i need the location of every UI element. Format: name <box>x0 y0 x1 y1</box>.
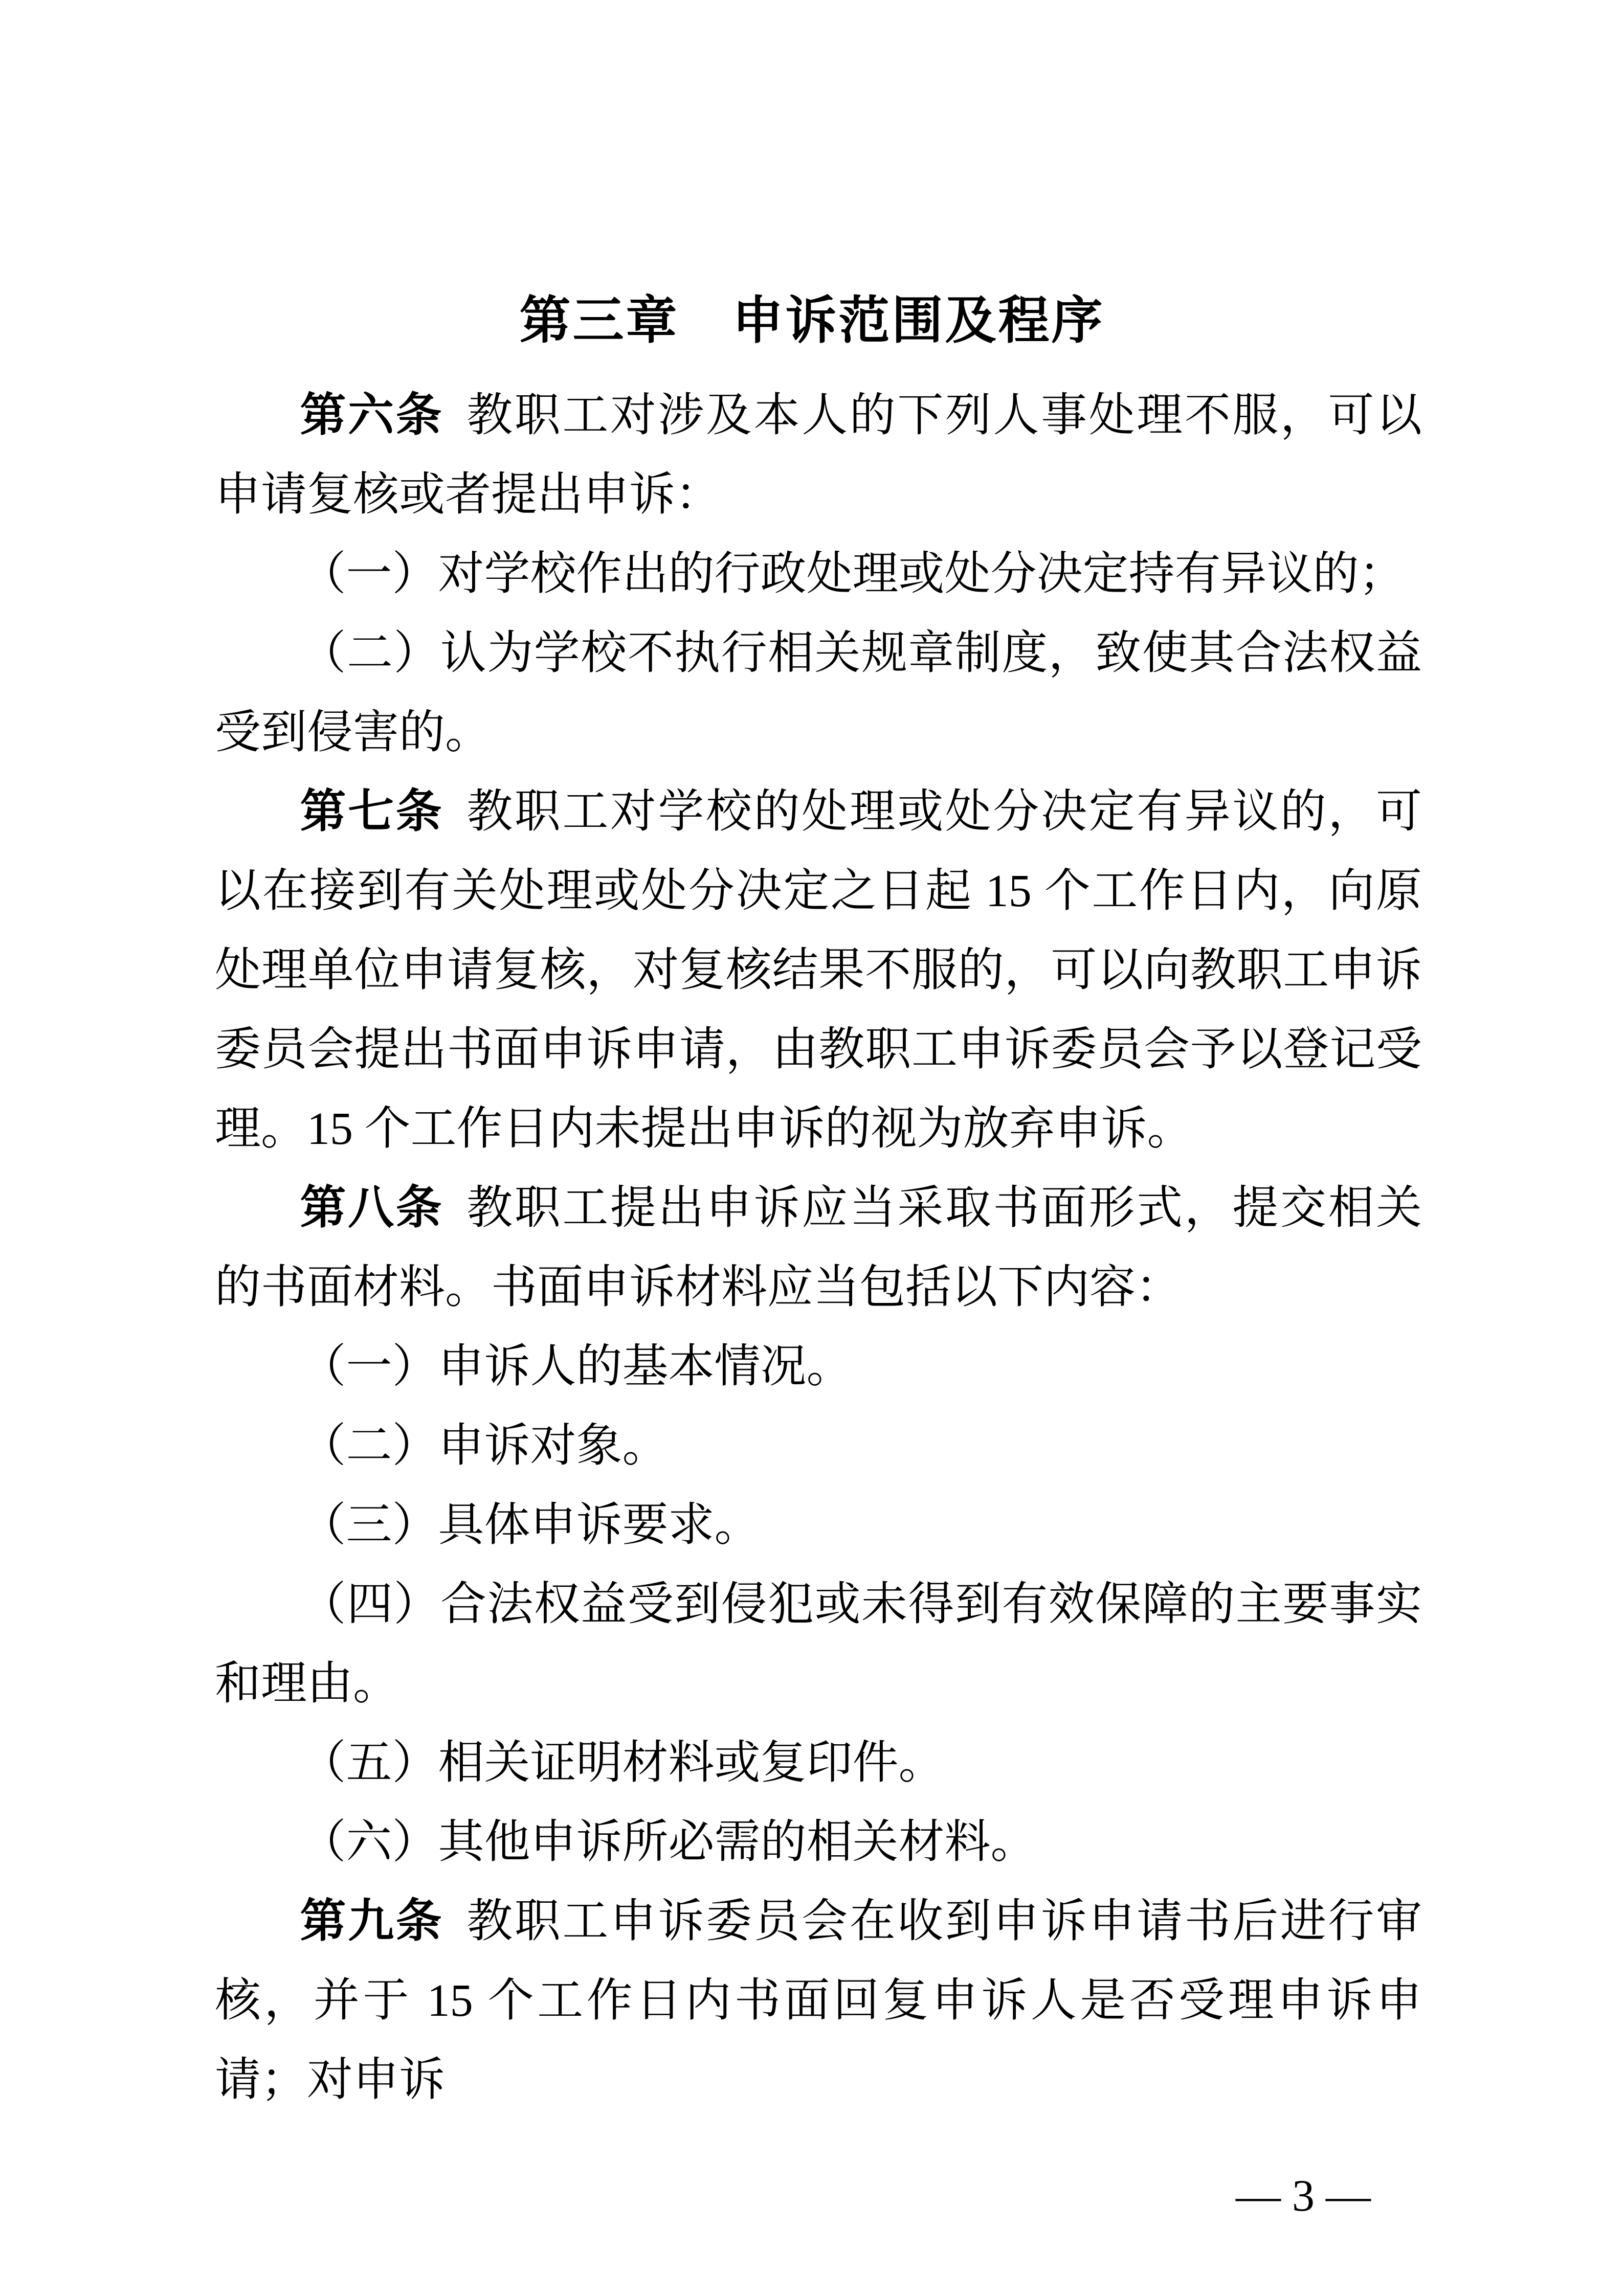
list-item-paragraph: （一）申诉人的基本情况。 <box>300 1341 853 1392</box>
article-paragraph: 第七条 教职工对学校的处理或处分决定有异议的，可以在接到有关处理或处分决定之日起 15 个工作日内，向原处理单位申请复核，对复核结果不服的，可以向教职工申诉委员会提出书面申诉申请，由教职工申诉委员会予以登记受理。15 个工作日内未提出申诉的视为放弃申诉。 <box>215 786 1422 1154</box>
list-item-paragraph: （一）对学校作出的行政处理或处分决定持有异议的； <box>300 549 1405 599</box>
page-footer <box>0 2168 1624 2224</box>
list-item-paragraph: （三）具体申诉要求。 <box>300 1500 761 1550</box>
chapter-title: 第三章 申诉范围及程序 <box>519 292 1105 349</box>
list-item-paragraph: （二）认为学校不执行相关规章制度，致使其合法权益受到侵害的。 <box>215 628 1422 758</box>
article-number: 第六条 <box>300 390 444 441</box>
article-paragraph: 第八条 教职工提出申诉应当采取书面形式，提交相关的书面材料。书面申诉材料应当包括以下内容： <box>215 1183 1422 1313</box>
page-number: — 3 — <box>1236 2171 1371 2221</box>
article-paragraph: 第六条 教职工对涉及本人的下列人事处理不服，可以申请复核或者提出申诉： <box>215 390 1422 520</box>
article-paragraph: 第九条 教职工申诉委员会在收到申诉申请书后进行审核，并于 15 个工作日内书面回复申诉人是否受理申诉申请；对申诉 <box>215 1896 1422 2105</box>
article-number: 第七条 <box>300 786 444 837</box>
article-number: 第八条 <box>300 1183 444 1233</box>
list-item-paragraph: （五）相关证明材料或复印件。 <box>300 1738 945 1788</box>
list-item-paragraph: （四）合法权益受到侵犯或未得到有效保障的主要事实和理由。 <box>215 1579 1422 1709</box>
list-item-paragraph: （六）其他申诉所必需的相关材料。 <box>300 1817 1037 1867</box>
list-item-paragraph: （二）申诉对象。 <box>300 1421 669 1471</box>
article-number: 第九条 <box>300 1896 444 1947</box>
document-body <box>215 376 1422 2120</box>
